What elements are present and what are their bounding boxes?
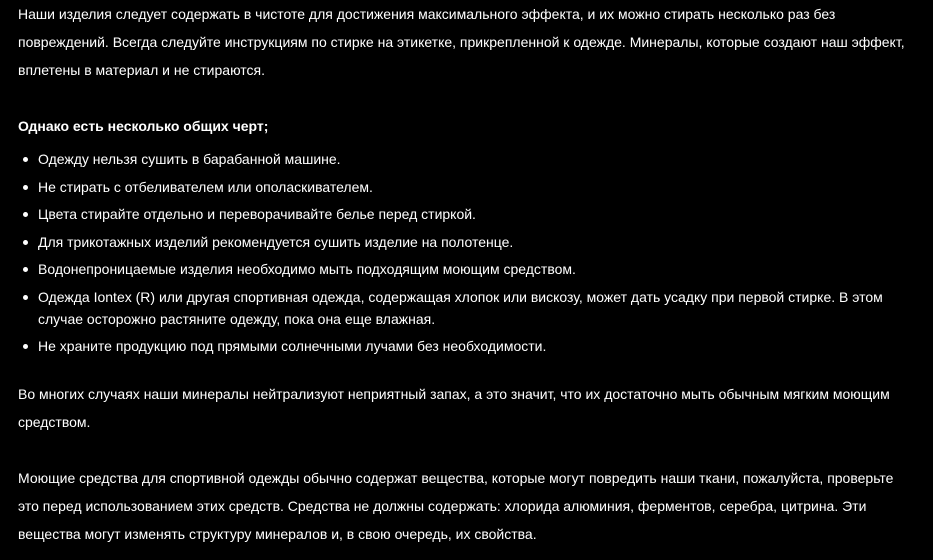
list-item: Для трикотажных изделий рекомендуется сушить изделие на полотенце.: [38, 231, 915, 253]
list-item: Одежда Iontex (R) или другая спортивная одежда, содержащая хлопок или вискозу, может дать усадку при первой стирке. В этом случае осторожно растяните одежду, пока она еще влажная.: [38, 286, 915, 330]
list-item: Водонепроницаемые изделия необходимо мыть подходящим моющим средством.: [38, 258, 915, 280]
list-item: Цвета стирайте отдельно и переворачивайте белье перед стиркой.: [38, 203, 915, 225]
intro-paragraph: Наши изделия следует содержать в чистоте для достижения максимального эффекта, и их можно стирать несколько раз без повреждений. Всегда следуйте инструкциям по стирке на этикетке, прикрепленной к одежде. Минералы, которые создают наш эффект, вплетены в материал и не стираются.: [18, 6, 905, 78]
section-heading: Однако есть несколько общих черт;: [18, 118, 269, 134]
care-list: [18, 148, 915, 357]
list-item: Не стирать с отбеливателем или ополаскивателем.: [38, 176, 915, 198]
odor-paragraph: Во многих случаях наши минералы нейтрализуют неприятный запах, а это значит, что их достаточно мыть обычным мягким моющим средством.: [18, 386, 890, 430]
list-item: Не храните продукцию под прямыми солнечными лучами без необходимости.: [38, 335, 915, 357]
detergent-paragraph: Моющие средства для спортивной одежды обычно содержат вещества, которые могут повредить наши ткани, пожалуйста, проверьте это перед использованием этих средств. Средства не должны содержать: хлорида алюминия, ферментов, серебра, цитрина. Эти вещества могут изменять структуру минералов и, в свою очередь, их свойства.: [18, 470, 894, 542]
list-item: Одежду нельзя сушить в барабанной машине.: [38, 148, 915, 170]
